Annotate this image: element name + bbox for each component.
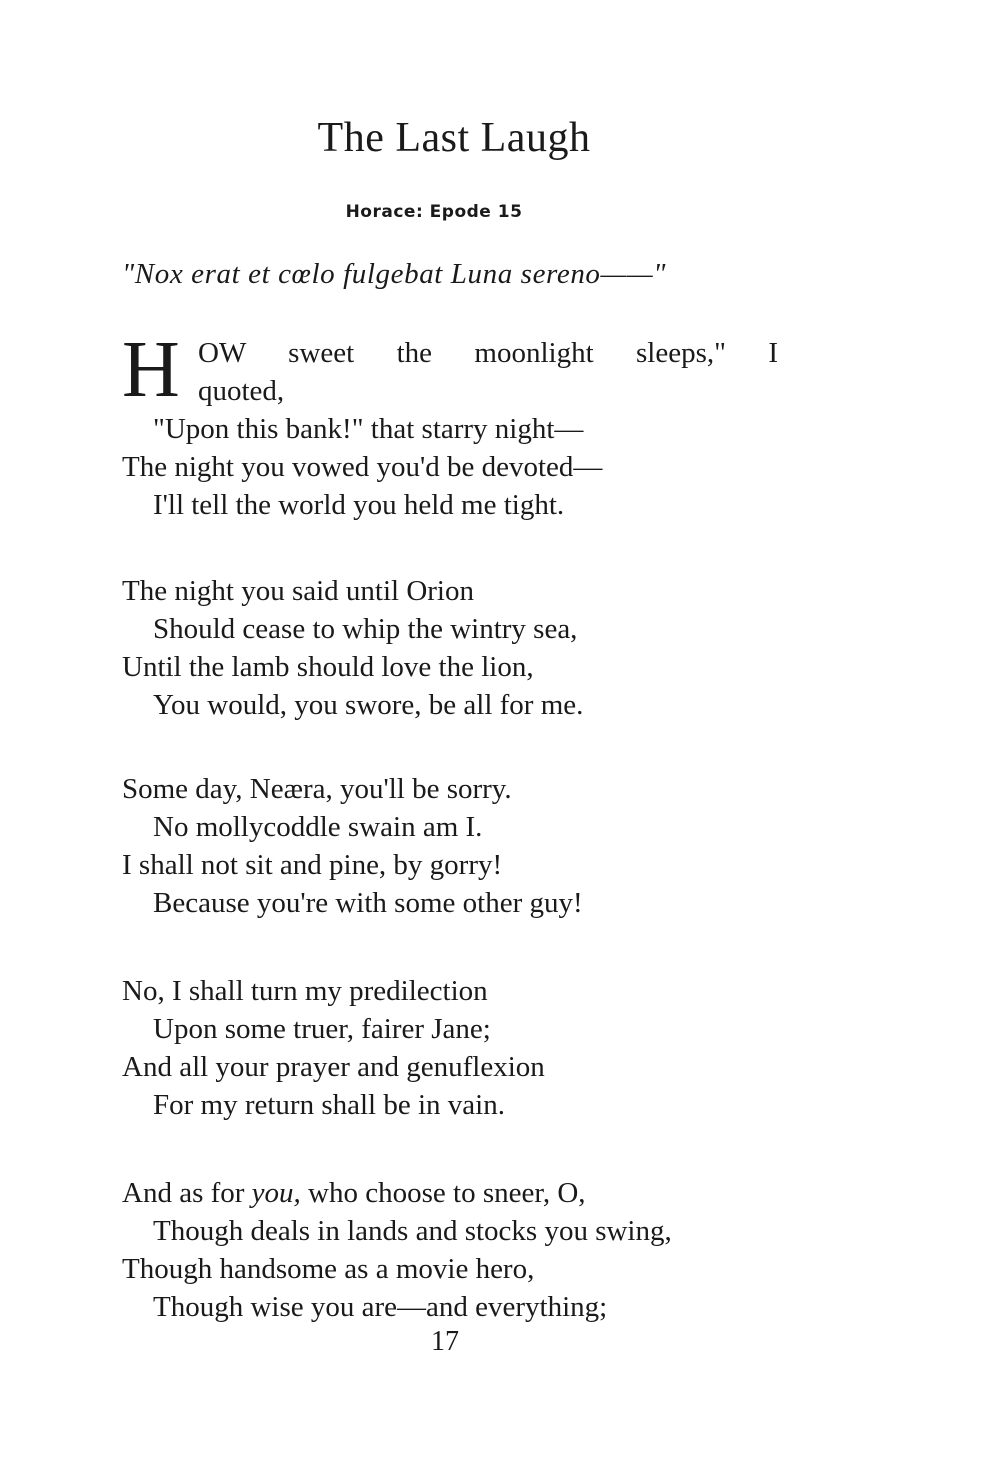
emphasis-text: you,	[251, 1177, 301, 1209]
poem-line: And all your prayer and genuflexion	[122, 1051, 545, 1083]
epigraph: "Nox erat et cœlo fulgebat Luna sereno——"	[122, 258, 667, 290]
poem-line: For my return shall be in vain.	[153, 1089, 505, 1121]
poem-line: Because you're with some other guy!	[153, 887, 583, 919]
poem-line: "Upon this bank!" that starry night—	[153, 413, 584, 445]
poem-text: who choose to sneer, O,	[300, 1177, 586, 1209]
poem-line: Though wise you are—and everything;	[153, 1291, 608, 1323]
poem-line: Should cease to whip the wintry sea,	[153, 613, 578, 645]
poem-line: quoted,	[198, 375, 285, 407]
poem-line: No mollycoddle swain am I.	[153, 811, 483, 843]
poem-line: I shall not sit and pine, by gorry!	[122, 849, 503, 881]
poem-line: I'll tell the world you held me tight.	[153, 489, 565, 521]
poem-line: Until the lamb should love the lion,	[122, 651, 534, 683]
poem-line: Though handsome as a movie hero,	[122, 1253, 535, 1285]
page-title: The Last Laugh	[317, 115, 591, 161]
poem-line: No, I shall turn my predilection	[122, 975, 488, 1007]
page-subtitle: Horace: Epode 15	[345, 202, 523, 222]
drop-cap: H	[122, 326, 180, 414]
poem-line: OW sweet the moonlight sleeps," I	[198, 337, 778, 369]
poem-line: Upon some truer, fairer Jane;	[153, 1013, 491, 1045]
poem-text: And as for	[122, 1177, 252, 1209]
poem-line: Though deals in lands and stocks you swing,	[153, 1215, 672, 1247]
poem-line: You would, you swore, be all for me.	[153, 689, 584, 721]
poem-line: The night you vowed you'd be devoted—	[122, 451, 603, 483]
poem-line: Some day, Neæra, you'll be sorry.	[122, 773, 512, 805]
poem-line: The night you said until Orion	[122, 575, 474, 607]
poem-line	[122, 1174, 586, 1212]
page-number: 17	[431, 1326, 459, 1357]
